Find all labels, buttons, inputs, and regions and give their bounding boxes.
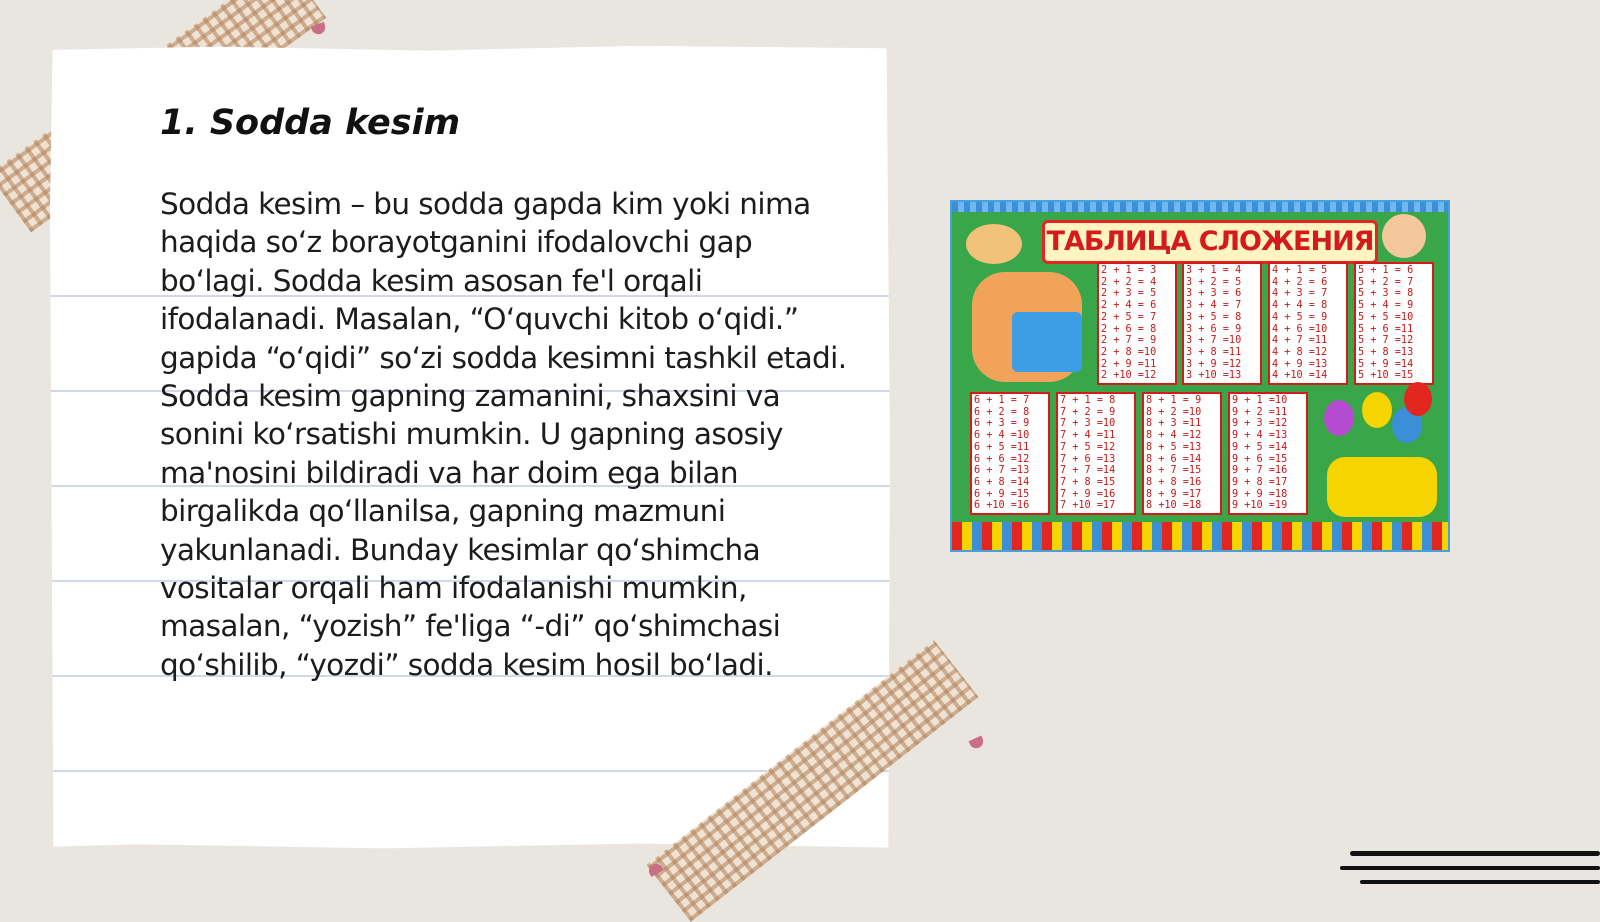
pencil-car-illustration: [1327, 457, 1437, 517]
addition-table-row: 5 +10 =15: [1358, 370, 1414, 382]
addition-table-row: 6 + 2 = 8: [974, 406, 1030, 418]
addition-table-row: 2 + 3 = 5: [1101, 288, 1157, 300]
addition-table-row: 8 + 8 =16: [1146, 476, 1202, 488]
addition-table-row: 2 + 9 =11: [1101, 358, 1157, 370]
addition-table-row: 3 +10 =13: [1186, 370, 1242, 382]
addition-table-6: [970, 392, 1050, 515]
addition-table-row: 8 + 2 =10: [1146, 406, 1202, 418]
addition-table-row: 4 +10 =14: [1272, 370, 1328, 382]
addition-table-row: 5 + 5 =10: [1358, 311, 1414, 323]
slide-body-text: Sodda kesim – bu sodda gapda kim yoki nima haqida so‘z borayotganini ifodalovchi gap bo‘lagi. Sodda kesim asosan fe'l orqali ifodalanadi. Masalan, “O‘quvchi kitob o‘qidi.” gapida “o‘qidi” so‘zi sodda kesimni tashkil etadi. Sodda kesim gapning zamanini, shaxsini va sonini ko‘rsatishi mumkin. U gapning asosiy ma'nosini bildiradi va har doim ega bilan birgalikda qo‘llanilsa, gapning mazmuni yakunlanadi. Bunday kesimlar qo‘shimcha vositalar orqali ham ifodalanishi mumkin, masalan, “yozish” fe'liga “-di” qo‘shimchasi qo‘shilib, “yozdi” sodda kesim hosil bo‘ladi.: [160, 187, 847, 682]
addition-table-row: 8 + 3 =11: [1146, 418, 1202, 430]
addition-table-row: 4 + 2 = 6: [1272, 276, 1328, 288]
addition-table-row: 3 + 9 =12: [1186, 358, 1242, 370]
addition-table-row: 5 + 1 = 6: [1358, 265, 1414, 276]
addition-table-row: 7 + 6 =13: [1060, 453, 1116, 465]
palette-illustration: [966, 224, 1022, 264]
addition-table-row: 7 +10 =17: [1060, 500, 1116, 512]
addition-table-7: [1056, 392, 1136, 515]
addition-table-row: 4 + 1 = 5: [1272, 265, 1328, 276]
addition-table-row: 6 + 9 =15: [974, 488, 1030, 500]
addition-table-row: 8 + 5 =13: [1146, 441, 1202, 453]
poster-top-strip: [952, 202, 1448, 212]
addition-table-row: 9 + 7 =16: [1232, 465, 1288, 477]
addition-table-row: 4 + 7 =11: [1272, 335, 1328, 347]
addition-table-row: 8 + 1 = 9: [1146, 395, 1202, 406]
addition-table-row: 2 + 6 = 8: [1101, 323, 1157, 335]
addition-table-row: 7 + 4 =11: [1060, 430, 1116, 442]
addition-table-row: 2 + 7 = 9: [1101, 335, 1157, 347]
addition-table-poster: [950, 200, 1450, 552]
addition-table-3: [1182, 262, 1262, 385]
addition-table-row: 4 + 6 =10: [1272, 323, 1328, 335]
addition-table-row: 8 + 9 =17: [1146, 488, 1202, 500]
addition-table-row: 8 +10 =18: [1146, 500, 1202, 512]
addition-table-row: 9 + 2 =11: [1232, 406, 1288, 418]
book-illustration: [1012, 312, 1082, 372]
addition-table-row: 7 + 1 = 8: [1060, 395, 1116, 406]
addition-table-row: 5 + 7 =12: [1358, 335, 1414, 347]
addition-table-row: 9 + 5 =14: [1232, 441, 1288, 453]
poster-title: ТАБЛИЦА СЛОЖЕНИЯ: [1042, 220, 1378, 264]
addition-table-row: 3 + 1 = 4: [1186, 265, 1242, 276]
addition-table-row: 7 + 3 =10: [1060, 418, 1116, 430]
addition-table-row: 9 +10 =19: [1232, 500, 1288, 512]
addition-table-row: 3 + 3 = 6: [1186, 288, 1242, 300]
pin-bottom-right: [969, 736, 986, 751]
addition-table-row: 3 + 2 = 5: [1186, 276, 1242, 288]
addition-table-row: 6 + 4 =10: [974, 430, 1030, 442]
addition-table-row: 6 + 1 = 7: [974, 395, 1030, 406]
addition-table-4: [1268, 262, 1348, 385]
addition-table-row: 9 + 8 =17: [1232, 476, 1288, 488]
addition-table-row: 3 + 7 =10: [1186, 335, 1242, 347]
addition-table-row: 6 + 6 =12: [974, 453, 1030, 465]
balloon-illustration: [1404, 382, 1432, 416]
addition-table-row: 8 + 7 =15: [1146, 465, 1202, 477]
decorative-stroke: [1350, 851, 1600, 856]
addition-table-row: 5 + 2 = 7: [1358, 276, 1414, 288]
addition-table-row: 4 + 4 = 8: [1272, 300, 1328, 312]
addition-table-row: 2 + 4 = 6: [1101, 300, 1157, 312]
addition-table-row: 5 + 4 = 9: [1358, 300, 1414, 312]
decorative-stroke: [1360, 880, 1600, 884]
addition-table-row: 9 + 3 =12: [1232, 418, 1288, 430]
addition-table-row: 3 + 4 = 7: [1186, 300, 1242, 312]
boy-face-illustration: [1382, 214, 1426, 258]
addition-table-row: 7 + 2 = 9: [1060, 406, 1116, 418]
balloon-illustration: [1362, 392, 1392, 428]
addition-table-row: 3 + 5 = 8: [1186, 311, 1242, 323]
addition-table-row: 3 + 8 =11: [1186, 346, 1242, 358]
addition-table-row: 2 + 1 = 3: [1101, 265, 1157, 276]
addition-table-5: [1354, 262, 1434, 385]
addition-table-row: 7 + 5 =12: [1060, 441, 1116, 453]
addition-table-row: 5 + 6 =11: [1358, 323, 1414, 335]
addition-table-row: 8 + 6 =14: [1146, 453, 1202, 465]
addition-table-row: 7 + 9 =16: [1060, 488, 1116, 500]
addition-table-row: 2 +10 =12: [1101, 370, 1157, 382]
addition-table-2: [1097, 262, 1177, 385]
balloon-illustration: [1324, 400, 1354, 436]
addition-table-row: 6 + 7 =13: [974, 465, 1030, 477]
addition-table-row: 9 + 9 =18: [1232, 488, 1288, 500]
addition-table-row: 2 + 5 = 7: [1101, 311, 1157, 323]
addition-table-row: 6 + 3 = 9: [974, 418, 1030, 430]
addition-table-row: 7 + 7 =14: [1060, 465, 1116, 477]
poster-bottom-strip: [952, 522, 1448, 550]
addition-table-row: 9 + 4 =13: [1232, 430, 1288, 442]
addition-table-row: 4 + 9 =13: [1272, 358, 1328, 370]
addition-table-row: 2 + 8 =10: [1101, 346, 1157, 358]
addition-table-row: 6 + 5 =11: [974, 441, 1030, 453]
addition-table-row: 5 + 3 = 8: [1358, 288, 1414, 300]
addition-table-row: 9 + 6 =15: [1232, 453, 1288, 465]
addition-table-row: 4 + 3 = 7: [1272, 288, 1328, 300]
addition-table-row: 5 + 8 =13: [1358, 346, 1414, 358]
decorative-stroke: [1340, 866, 1600, 870]
addition-table-row: 4 + 5 = 9: [1272, 311, 1328, 323]
addition-table-8: [1142, 392, 1222, 515]
addition-table-row: 2 + 2 = 4: [1101, 276, 1157, 288]
addition-table-row: 7 + 8 =15: [1060, 476, 1116, 488]
slide-heading: 1. Sodda kesim: [160, 103, 461, 143]
addition-table-row: 5 + 9 =14: [1358, 358, 1414, 370]
addition-table-9: [1228, 392, 1308, 515]
addition-table-row: 6 + 8 =14: [974, 476, 1030, 488]
addition-table-row: 3 + 6 = 9: [1186, 323, 1242, 335]
addition-table-row: 4 + 8 =12: [1272, 346, 1328, 358]
addition-table-row: 9 + 1 =10: [1232, 395, 1288, 406]
addition-table-row: 6 +10 =16: [974, 500, 1030, 512]
addition-table-row: 8 + 4 =12: [1146, 430, 1202, 442]
